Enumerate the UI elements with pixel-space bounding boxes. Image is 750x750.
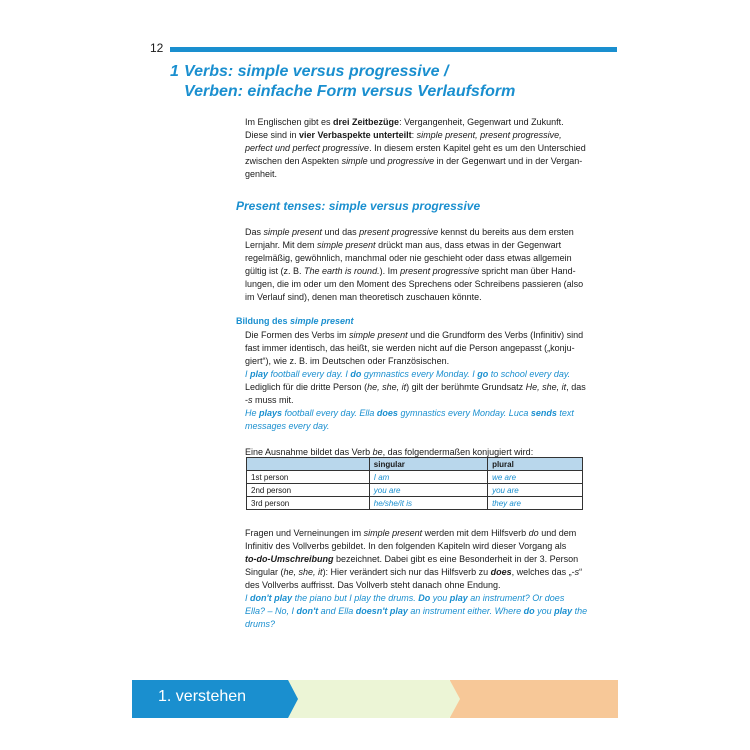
table-cell: you are bbox=[488, 484, 583, 497]
section-paragraph: Das simple present und das present progressive kennst du bereits aus dem ersten Lernjahr. Mit dem simple present drückt man aus, dass etwas in der Gegenwart regelmäßig, gewöhnlich, manchmal oder nie geschieht oder dass etwas allgemein gültig ist (z. B. The earth is round.). Im present progressive spricht man über Hand- lungen, die im oder um den Moment des Sprechens oder Schreibens passieren (also im Verlauf sind), denen man theoretisch zuschauen könnte. bbox=[245, 227, 584, 302]
table-cell: 3rd person bbox=[247, 497, 370, 510]
table-header-cell: singular bbox=[369, 458, 487, 471]
footer-step-label: 1. verstehen bbox=[158, 688, 247, 705]
example-sentence-3: I don't play the piano but I play the drums. Do you play an instrument? Or does bbox=[245, 593, 565, 603]
bildung-paragraph: Die Formen des Verbs im simple present und die Grundform des Verbs (Infinitiv) sind fast immer identisch, das heißt, sie werden nicht auf die Person angepasst („konju- giert“), wie z. B. im Deutschen oder Französischen. I play football every day. I do gymnastics every Monday. I go to school every day. Lediglich für die dritte Person (he, she, it) gilt der berühmte Grundsatz He, she, it, das -s muss mit. He plays football every day. Ella does gymnastics every Monday. Luca sends text messages every day. Eine Ausnahme bildet das Verb be, das folgendermaßen konjugiert wird: bbox=[245, 330, 586, 457]
example-sentence-4: Ella? – No, I don't and Ella doesn't play an instrument either. Where do you play the bbox=[245, 606, 588, 616]
example-sentence-2: He plays football every day. Ella does gymnastics every Monday. Luca sends text bbox=[245, 408, 574, 418]
footer-step-3 bbox=[450, 680, 618, 718]
table-cell: 2nd person bbox=[247, 484, 370, 497]
table-header-cell bbox=[247, 458, 370, 471]
table-cell: he/she/it is bbox=[369, 497, 487, 510]
chapter-title-line-1: Verbs: simple versus progressive / bbox=[184, 63, 449, 80]
sub-heading: Bildung des simple present bbox=[236, 316, 354, 326]
table-cell: you are bbox=[369, 484, 487, 497]
intro-paragraph: Im Englischen gibt es drei Zeitbezüge: Vergangenheit, Gegenwart und Zukunft. Diese sind in vier Verbaspekte unterteilt: simple present, present progressive, perfect und perfect progressive. In diesem ersten Kapitel geht es um den Unterschied zwischen den Aspekten simple und progressive in der Gegenwart und in der Vergan- genheit. bbox=[245, 117, 586, 179]
table-cell: 1st person bbox=[247, 471, 370, 484]
footer-step-2 bbox=[288, 680, 460, 718]
table-cell: I am bbox=[369, 471, 487, 484]
page-number: 12 bbox=[150, 41, 164, 55]
table-row bbox=[247, 497, 583, 510]
table-cell: we are bbox=[488, 471, 583, 484]
questions-paragraph: Fragen und Verneinungen im simple present werden mit dem Hilfsverb do und dem Infinitiv des Vollverbs gebildet. In den folgenden Kapiteln wird dieser Vorgang als to-do-Umschreibung bezeichnet. Dabei gibt es eine Besonderheit in der 3. Person Singular (he, she, it): Hier verändert sich nur das Hilfsverb zu does, welches das „-s“ des Vollverbs auffrisst. Das Vollverb steht danach ohne Endung. I don't play the piano but I play the drums. Do you play an instrument? Or does Ella? – No, I don't and Ella doesn't play an instrument either. Where do you play the drums? bbox=[245, 528, 588, 629]
section-heading: Present tenses: simple versus progressive bbox=[236, 199, 481, 213]
table-cell: they are bbox=[488, 497, 583, 510]
chapter-number: 1 bbox=[170, 63, 179, 80]
table-header-row bbox=[247, 458, 583, 471]
table-header-cell: plural bbox=[488, 458, 583, 471]
footer-progress-bar bbox=[132, 680, 618, 718]
chapter-title-line-2: Verben: einfache Form versus Verlaufsform bbox=[184, 83, 516, 100]
table-row bbox=[247, 484, 583, 497]
be-conjugation-table bbox=[246, 457, 583, 510]
example-sentence-1: I play football every day. I do gymnastics every Monday. I go to school every day. bbox=[245, 369, 571, 379]
top-rule bbox=[170, 47, 617, 52]
table-row bbox=[247, 471, 583, 484]
